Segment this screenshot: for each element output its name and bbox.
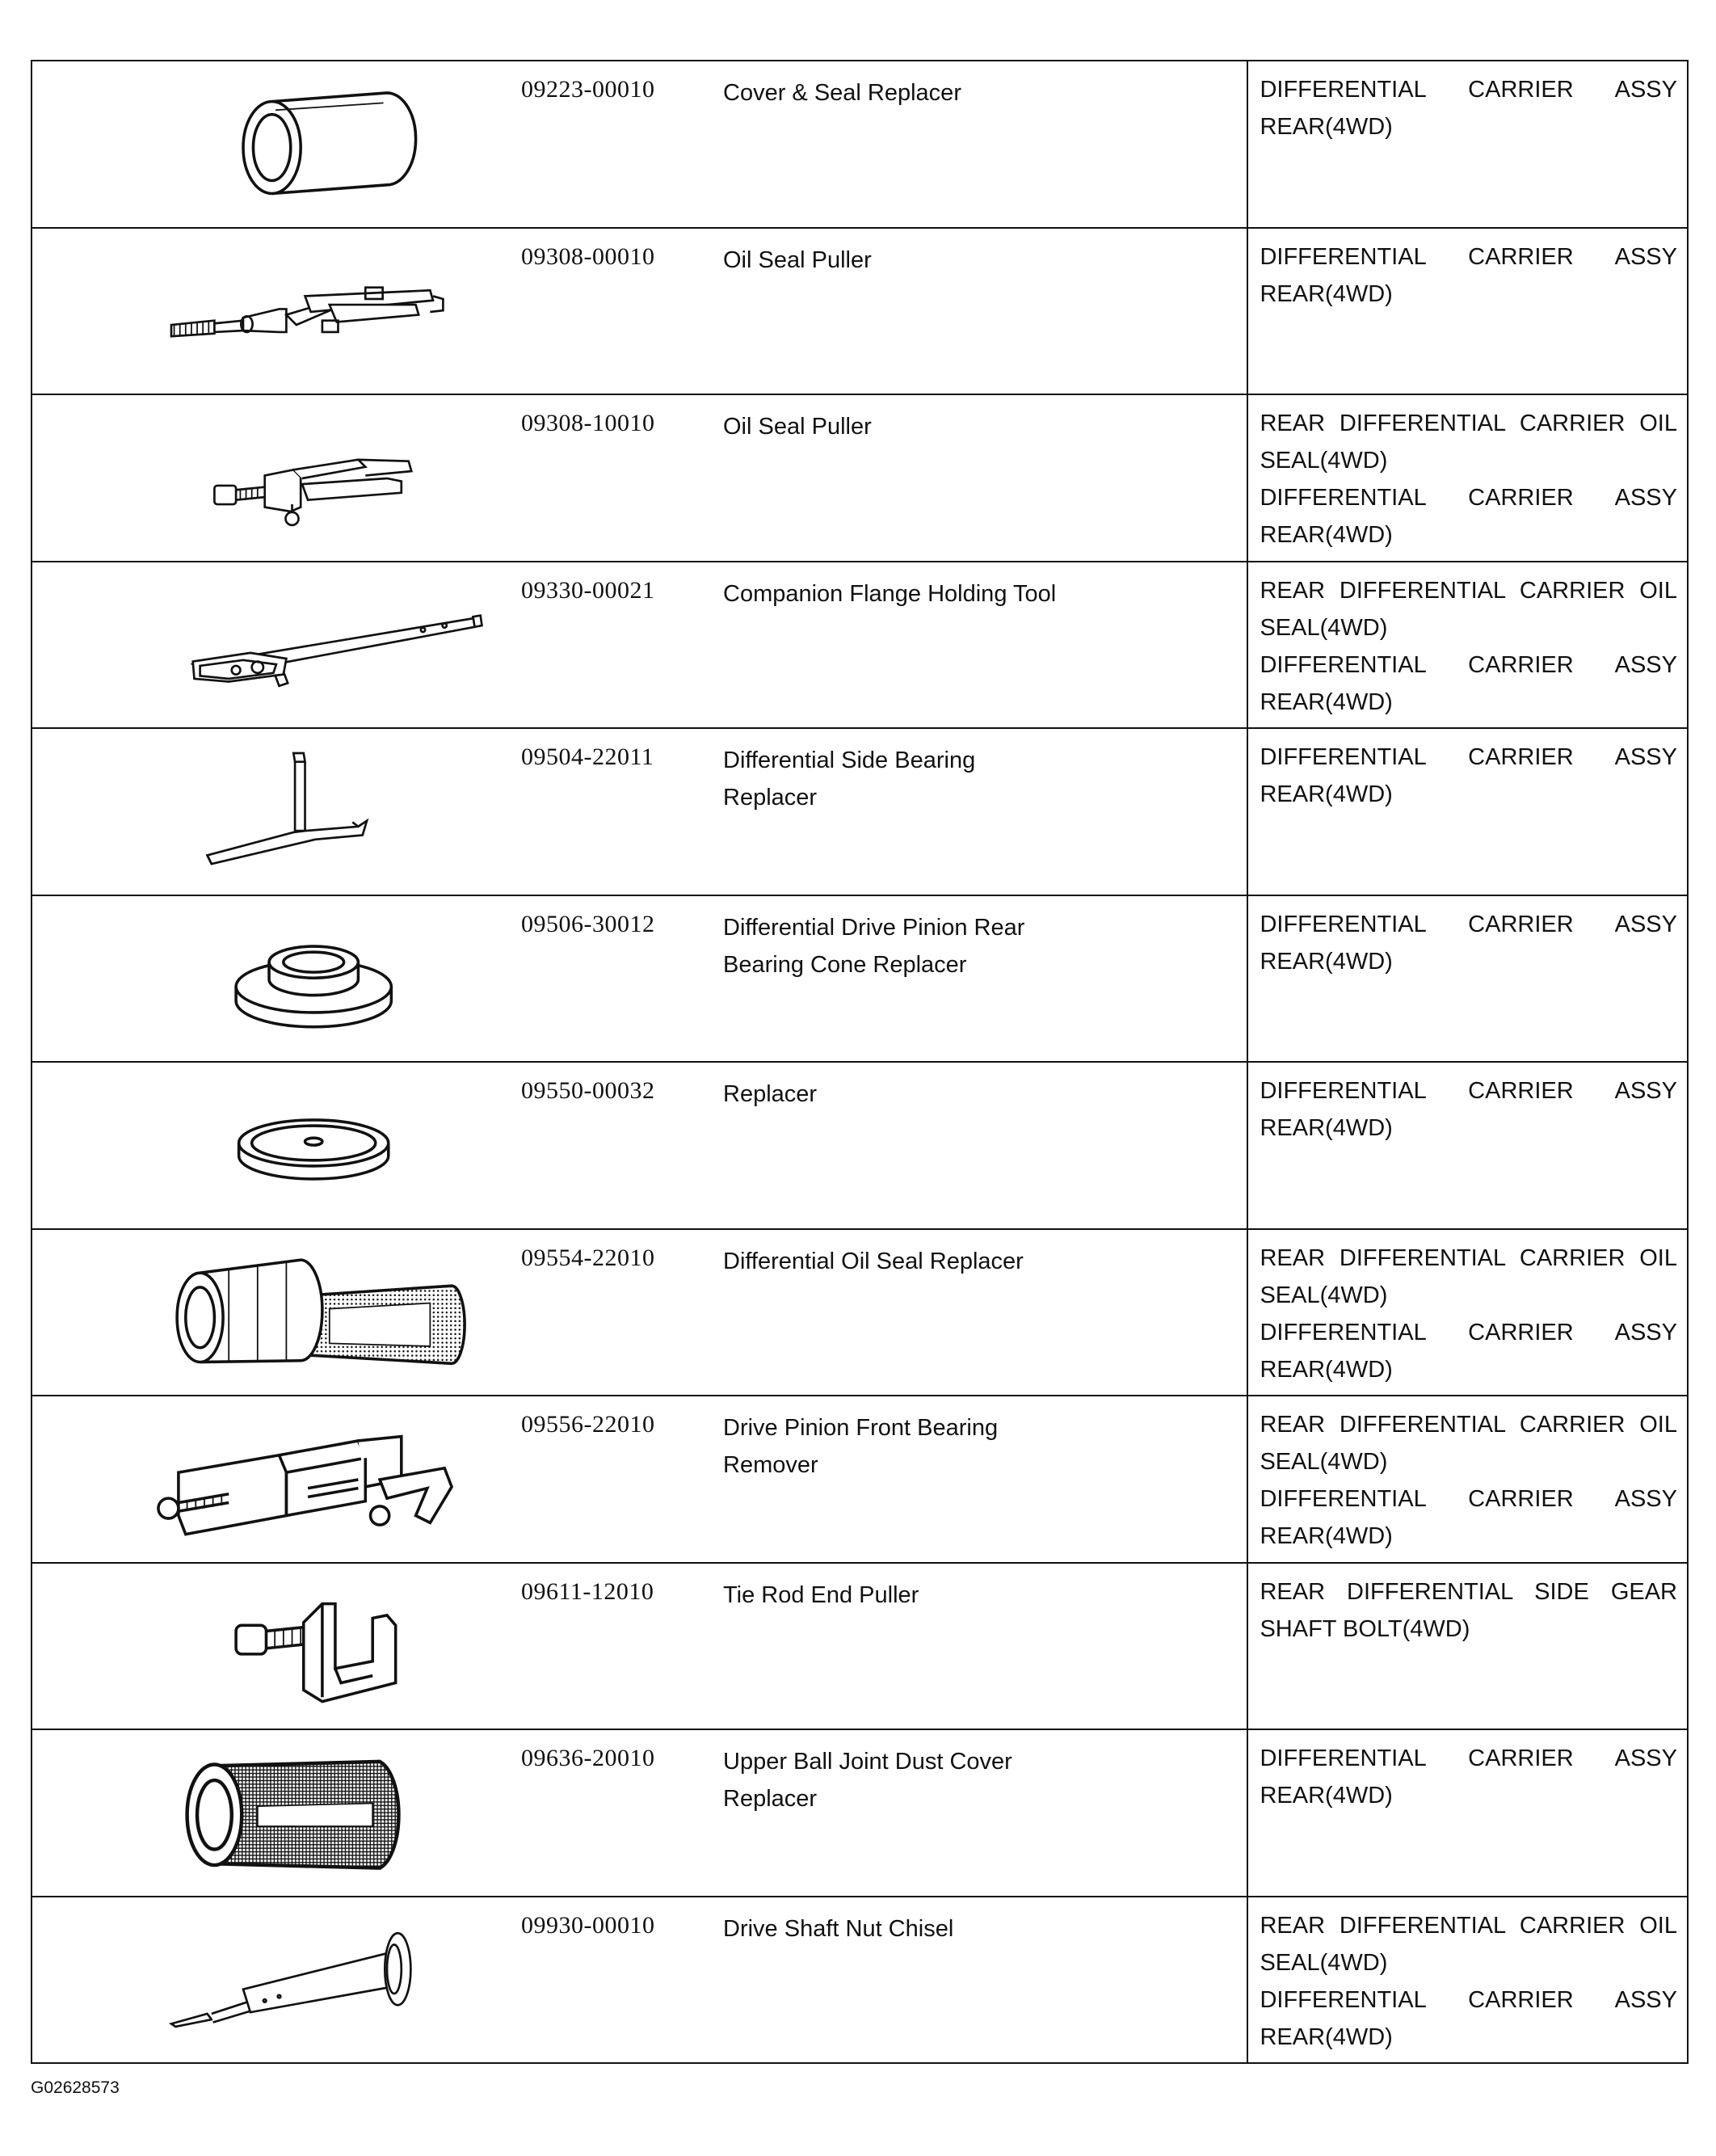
tool-name — [723, 1577, 1208, 1614]
tool-name-line: Replacer — [723, 1081, 818, 1107]
flat-disc-icon — [121, 1074, 509, 1218]
application-line: REAR(4WD) — [1260, 1523, 1393, 1549]
application-cell — [1247, 228, 1688, 395]
application-line: DIFFERENTIAL CARRIER ASSY — [1260, 651, 1677, 678]
tool-name-line: Tie Rod End Puller — [723, 1581, 919, 1608]
t-bar-icon — [121, 740, 509, 884]
tool-name-line: Oil Seal Puller — [723, 246, 872, 273]
tool-row — [32, 1396, 1688, 1563]
tool-name — [723, 1910, 1208, 1948]
application-cell — [1247, 1396, 1688, 1563]
tool-main-cell — [32, 728, 1247, 895]
tool-main-cell — [32, 1229, 1247, 1396]
tool-name — [723, 74, 1208, 112]
application-cell — [1247, 562, 1688, 729]
tool-name — [723, 1076, 1208, 1113]
tool-row — [32, 1563, 1688, 1730]
tool-main-cell — [32, 1563, 1247, 1730]
tool-row — [32, 1062, 1688, 1229]
tool-name-line: Cover & Seal Replacer — [723, 80, 961, 106]
holding-bar-icon — [121, 574, 509, 718]
part-number: 09223-00010 — [521, 76, 655, 103]
part-number: 09506-30012 — [521, 910, 655, 937]
application-cell — [1247, 61, 1688, 228]
application-line: REAR(4WD) — [1260, 1356, 1393, 1383]
tool-main-cell — [32, 562, 1247, 729]
tool-name-line: Drive Shaft Nut Chisel — [723, 1915, 954, 1942]
tool-name — [723, 408, 1208, 445]
application-cell — [1247, 1563, 1688, 1730]
application-line: REAR DIFFERENTIAL CARRIER OIL — [1260, 1412, 1677, 1438]
figure-id: G02628573 — [31, 2078, 120, 2097]
special-tools-table-body — [32, 61, 1688, 2063]
application-line: REAR(4WD) — [1260, 1783, 1393, 1809]
application-line: REAR(4WD) — [1260, 2023, 1393, 2050]
application-line: REAR(4WD) — [1260, 1115, 1393, 1141]
application-line: REAR(4WD) — [1260, 688, 1393, 715]
cylinder-sleeve-icon — [121, 73, 509, 217]
tool-name — [723, 909, 1208, 983]
tool-main-cell — [32, 394, 1247, 562]
tool-name — [723, 575, 1208, 613]
application-line: SEAL(4WD) — [1260, 1949, 1388, 1976]
chisel-icon — [121, 1909, 509, 2053]
tool-name — [723, 1409, 1208, 1484]
tool-row — [32, 728, 1688, 895]
application-cell — [1247, 1897, 1688, 2064]
tool-main-cell — [32, 895, 1247, 1063]
application-line: DIFFERENTIAL CARRIER ASSY — [1260, 1486, 1677, 1512]
application-line: REAR DIFFERENTIAL CARRIER OIL — [1260, 1244, 1677, 1271]
part-number: 09550-00032 — [521, 1077, 655, 1104]
part-number: 09308-00010 — [521, 242, 655, 270]
special-tools-table — [31, 60, 1689, 2064]
tool-name-line: Differential Side Bearing — [723, 747, 976, 773]
part-number: 09308-10010 — [521, 410, 655, 436]
application-line: REAR DIFFERENTIAL CARRIER OIL — [1260, 577, 1677, 604]
application-line: REAR DIFFERENTIAL CARRIER OIL — [1260, 411, 1677, 436]
application-cell — [1247, 1729, 1688, 1897]
application-line: REAR(4WD) — [1260, 522, 1393, 548]
tool-name-line: Differential Oil Seal Replacer — [723, 1248, 1024, 1274]
application-line: DIFFERENTIAL CARRIER ASSY — [1260, 77, 1677, 103]
application-cell — [1247, 728, 1688, 895]
puller-jaw-icon — [121, 406, 509, 550]
stepped-ring-icon — [121, 907, 509, 1051]
tool-main-cell — [32, 1062, 1247, 1229]
tie-rod-puller-icon — [121, 1575, 509, 1719]
application-line: DIFFERENTIAL CARRIER ASSY — [1260, 911, 1677, 937]
part-number: 09556-22010 — [521, 1411, 655, 1438]
application-line: SEAL(4WD) — [1260, 614, 1388, 641]
tool-name-line: Replacer — [723, 1786, 818, 1812]
tool-row — [32, 61, 1688, 228]
application-line: REAR(4WD) — [1260, 781, 1393, 807]
application-line: DIFFERENTIAL CARRIER ASSY — [1260, 1078, 1677, 1104]
application-line: DIFFERENTIAL CARRIER ASSY — [1260, 485, 1677, 511]
slide-hammer-puller-icon — [121, 240, 509, 384]
application-line: REAR DIFFERENTIAL SIDE GEAR — [1260, 1578, 1677, 1605]
application-line: SEAL(4WD) — [1260, 1282, 1388, 1308]
tool-name-line: Companion Flange Holding Tool — [723, 580, 1057, 607]
tool-name-line: Replacer — [723, 785, 818, 811]
tool-name-line: Upper Ball Joint Dust Cover — [723, 1749, 1012, 1775]
part-number: 09930-00010 — [521, 1911, 655, 1939]
application-cell — [1247, 1229, 1688, 1396]
tool-name — [723, 1743, 1208, 1817]
part-number: 09554-22010 — [521, 1244, 655, 1271]
tool-main-cell — [32, 1729, 1247, 1897]
tool-main-cell — [32, 1897, 1247, 2064]
application-line: SEAL(4WD) — [1260, 448, 1388, 474]
tool-row — [32, 895, 1688, 1063]
application-line: REAR(4WD) — [1260, 280, 1393, 307]
application-cell — [1247, 1062, 1688, 1229]
tool-name-line: Differential Drive Pinion Rear — [723, 914, 1025, 941]
application-line: SHAFT BOLT(4WD) — [1260, 1615, 1470, 1642]
knurled-replacer-icon — [121, 1241, 509, 1385]
application-line: REAR DIFFERENTIAL CARRIER OIL — [1260, 1912, 1677, 1939]
application-line: DIFFERENTIAL CARRIER ASSY — [1260, 1745, 1677, 1771]
tool-name — [723, 1243, 1208, 1280]
part-number: 09504-22011 — [521, 743, 654, 770]
tool-name-line: Remover — [723, 1452, 818, 1478]
tool-main-cell — [32, 228, 1247, 395]
tool-main-cell — [32, 1396, 1247, 1563]
bearing-remover-icon — [121, 1408, 509, 1552]
part-number: 09330-00021 — [521, 576, 655, 604]
tool-row — [32, 562, 1688, 729]
tool-name — [723, 242, 1208, 279]
application-line: SEAL(4WD) — [1260, 1449, 1388, 1475]
tool-row — [32, 1729, 1688, 1897]
application-line: DIFFERENTIAL CARRIER ASSY — [1260, 1319, 1677, 1345]
application-cell — [1247, 394, 1688, 562]
tool-name-line: Bearing Cone Replacer — [723, 951, 967, 978]
application-line: DIFFERENTIAL CARRIER ASSY — [1260, 744, 1677, 770]
tool-name — [723, 742, 1208, 816]
tool-row — [32, 1229, 1688, 1396]
application-cell — [1247, 895, 1688, 1063]
tool-main-cell — [32, 61, 1247, 228]
application-line: REAR(4WD) — [1260, 114, 1393, 140]
tool-name-line: Oil Seal Puller — [723, 414, 872, 440]
tool-row — [32, 228, 1688, 395]
tool-row — [32, 394, 1688, 562]
tool-row — [32, 1897, 1688, 2064]
application-line: REAR(4WD) — [1260, 948, 1393, 975]
knurled-cylinder-icon — [121, 1741, 509, 1885]
tool-name-line: Drive Pinion Front Bearing — [723, 1415, 999, 1441]
part-number: 09636-20010 — [521, 1745, 655, 1771]
application-line: DIFFERENTIAL CARRIER ASSY — [1260, 1986, 1677, 2013]
part-number: 09611-12010 — [521, 1577, 654, 1605]
application-line: DIFFERENTIAL CARRIER ASSY — [1260, 243, 1677, 270]
